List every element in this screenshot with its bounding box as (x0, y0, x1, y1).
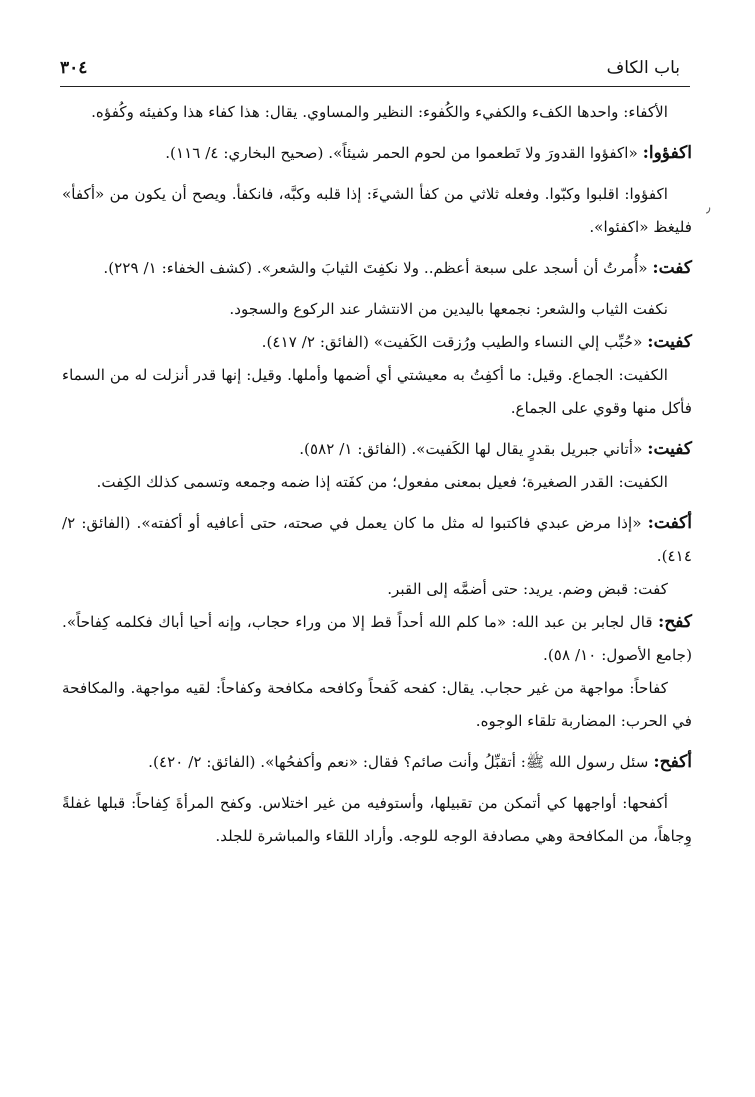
page-header (60, 54, 680, 84)
entry-headword: كفت: (652, 258, 692, 278)
entry-headword: كفيت: (647, 439, 692, 459)
entry-paragraph (62, 137, 692, 170)
entry-text: كفت: قبض وضم. يريد: حتى أضمَّه إلى القبر. (387, 580, 668, 598)
dictionary-body (62, 96, 692, 853)
header-rule (60, 86, 690, 87)
entry-headword: أكفح: (653, 752, 692, 772)
entry-headword: كفيت: (647, 332, 692, 352)
entry-paragraph (62, 466, 692, 499)
entry-paragraph (62, 252, 692, 285)
entry-paragraph (62, 433, 692, 466)
entry-text: «حُبِّب إلي النساء والطيب ورُزقت الكَفيت» (الفائق: ٢/ ٤١٧). (261, 333, 648, 351)
margin-mark: ٫ (706, 200, 711, 216)
page-number: ٣٠٤ (60, 58, 88, 78)
entry-paragraph (62, 573, 692, 606)
entry-paragraph (62, 359, 692, 425)
entry-text: قال لجابر بن عبد الله: «ما كلم الله أحداً قط إلا من وراء حجاب، وإنه أحيا أباك فكلمه كِفاحاً». (جامع الأصول: ١٠/ ٥٨). (62, 613, 692, 664)
entry-text: الكفيت: الجماع. وقيل: ما أكفِتُ به معيشتي أي أضمها وأملها. وقيل: إنها قدر أنزلت له من السماء فأكل منها وقوي على الجماع. (62, 366, 692, 417)
entry-text: الكفيت: القدر الصغيرة؛ فعيل بمعنى مفعول؛ من كفَته إذا ضمه وجمعه وتسمى كذلك الكِفت. (96, 473, 668, 491)
entry-paragraph (62, 96, 692, 129)
entry-text: اكفؤوا: اقلبوا وكبّوا. وفعله ثلاثي من كفأ الشيءَ: إذا قلبه وكبَّه، فانكفأ. ويصح أن يكون من «أكفأ» فليغظ «اكفئوا». (62, 185, 692, 236)
entry-paragraph (62, 178, 692, 244)
entry-paragraph (62, 746, 692, 779)
entry-text: أكفحها: أواجهها كي أتمكن من تقبيلها، وأستوفيه من غير اختلاس. وكفح المرأةَ كِفاحاً: قبلها غفلةً وِجاهاً، من المكافحة وهي مصادفة الوجه للوجه. وأراد اللقاء والمباشرة للجلد. (62, 794, 692, 845)
entry-text: «اكفؤوا القدورَ ولا تَطعموا من لحوم الحمر شيئاً». (صحيح البخاري: ٤/ ١١٦). (165, 144, 643, 162)
entry-text: نكفت الثياب والشعر: نجمعها باليدين من الانتشار عند الركوع والسجود. (229, 300, 668, 318)
entry-text: كفاحاً: مواجهة من غير حجاب. يقال: كفحه كَفحاً وكافحه مكافحة وكفاحاً: لقيه مواجهة. والمكافحة في الحرب: المضاربة تلقاء الوجوه. (62, 679, 692, 730)
entry-headword: أكفت: (647, 513, 692, 533)
entry-paragraph (62, 672, 692, 738)
entry-text: الأكفاء: واحدها الكفء والكفيء والكُفوء: النظير والمساوي. يقال: هذا كفاء هذا وكفيئه وكُفؤه. (91, 103, 668, 121)
entry-text: «أُمرتُ أن أسجد على سبعة أعظم.. ولا نكفِتَ الثيابَ والشعر». (كشف الخفاء: ١/ ٢٢٩). (103, 259, 653, 277)
entry-headword: كفح: (658, 612, 692, 632)
entry-paragraph (62, 293, 692, 326)
entry-paragraph (62, 507, 692, 573)
entry-paragraph (62, 606, 692, 672)
entry-text: «إذا مرض عبدي فاكتبوا له مثل ما كان يعمل في صحته، حتى أعافيه أو أكفته». (الفائق: ٢/ ٤١٤). (62, 514, 692, 565)
chapter-title: باب الكاف (606, 58, 680, 78)
entry-text: سئل رسول الله ﷺ: أتقبِّلُ وأنت صائم؟ فقال: «نعم وأكفحُها». (الفائق: ٢/ ٤٢٠). (148, 753, 654, 771)
entry-paragraph (62, 326, 692, 359)
entry-paragraph (62, 787, 692, 853)
entry-headword: اكفؤوا: (642, 143, 692, 163)
entry-text: «أتاني جبريل بقدرٍ يقال لها الكَفيت». (الفائق: ١/ ٥٨٢). (299, 440, 648, 458)
